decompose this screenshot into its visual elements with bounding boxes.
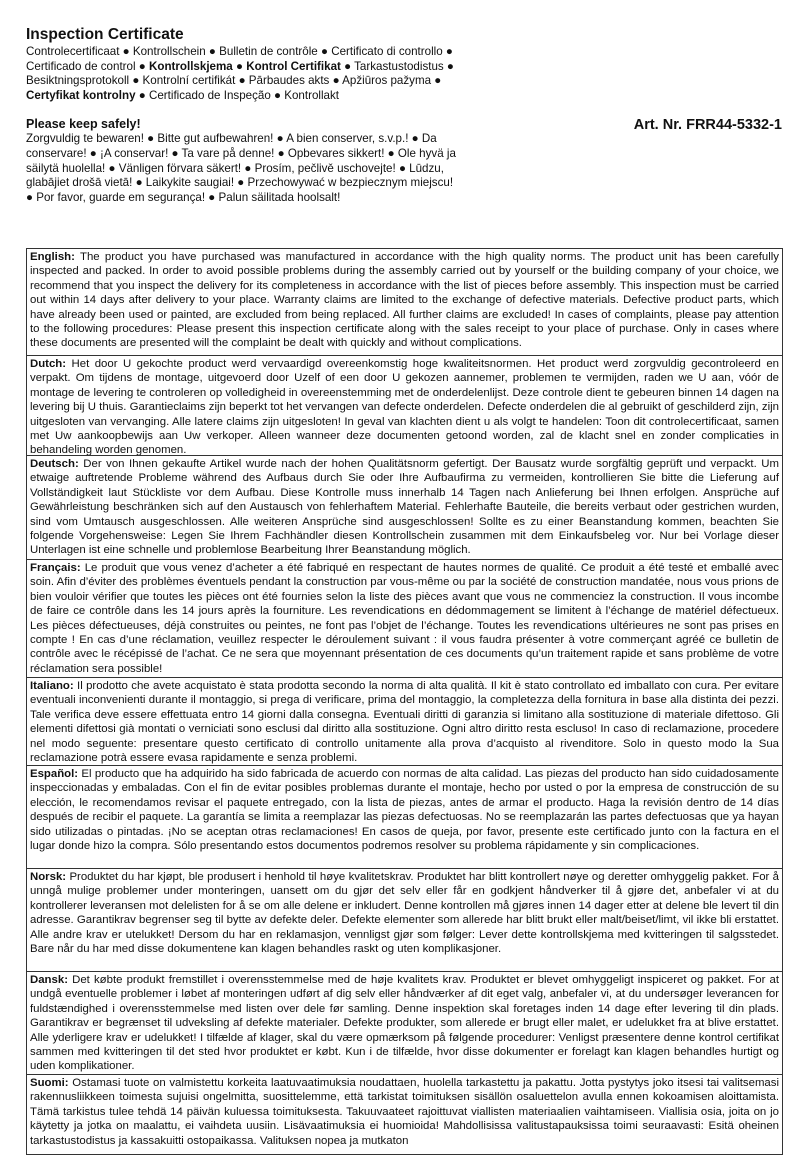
- language-section: [27, 765, 782, 868]
- page-title: Inspection Certificate: [26, 26, 184, 43]
- keep-safe-block: [26, 117, 784, 218]
- language-text: Il prodotto che avete acquistato è stata prodotta secondo la norma di alta qualità. Il kit è stato controllato ed imballato con cura. Per evitare eventuali inconvenienti durante il montaggio, si prega di verificare, prima del montaggio, la completezza della fornitura in base alla distinta dei pezzi. Tale verifica deve essere effettuata entro 14 giorni dalla consegna. Eventuali diritti di garanzia si limitano alla sostituzione di materiale difettoso. Gli elementi difettosi già montati o verniciati sono esclusi dal diritto alla sostituzione. Ogni altro diritto resta escluso! In caso di reclamazione, procedere nel modo seguente: presentare questo certificato di controllo unitamente alla prova d’acquisto al rivenditore. Solo in questo modo la Sua reclamazione potrà essere evasa rapidamente e senza problemi.: [30, 680, 779, 765]
- article-number: Art. Nr. FRR44-5332-1: [633, 117, 782, 134]
- language-name: Deutsch:: [30, 458, 79, 470]
- language-name: Dansk:: [30, 974, 68, 986]
- language-text: Ostamasi tuote on valmistettu korkeita laatuvaatimuksia noudattaen, huolella tarkastettu ja pakattu. Jotta pystytys joko itsesi tai valitsemasi rakennusliikkeen toimesta sujuisi ongelmitta, suosittelemme, että tarkistat toimituksen sisällön osaluettelon avulla ennen kokoamisen aloittamista. Tämä tarkistus tulee tehdä 14 päivän kuluessa toimituksesta. Takuuvaateet rajoittuvat viallisten materiaalien vaihtamiseen. Viallisia osia, joita on jo käytetty ja jotka on maalattu, ei vaihdeta uusiin. Lisävaatimuksia ei huomioida! Mahdollisissa valitustapauksissa toimi seuraavasti: Esitä oheinen tarkastustodistus ja kassakuitti ostopaikassa. Valituksen nopea ja mutkaton: [30, 1077, 779, 1147]
- subtitle-part: Certyfikat kontrolny: [26, 88, 136, 102]
- language-section: [27, 971, 782, 1074]
- subtitle-part: Kontrollskjema ● Kontrol Certifikat ●: [149, 59, 352, 73]
- language-section: [27, 355, 782, 455]
- language-text: Der von Ihnen gekaufte Artikel wurde nach der hohen Qualitätsnorm gefertigt. Der Bausatz wurde sorgfältig geprüft und verpackt. Um etwaige auftretende Probleme während des Aufbaus durch Sie oder Ihre Aufbaufirma zu vermeiden, kontrollieren Sie bitte die Lieferung auf Vollständigkeit laut Stückliste vor dem Aufbau. Diese Kontrolle muss innerhalb 14 Tagen nach Anlieferung bei Ihnen erfolgen. Ansprüche auf Gewährleistung beschränken sich auf den Austausch von fehlerhaftem Material. Fehlerhafte Bauteile, die bereits verbaut oder gestrichen wurden, sind vom Umtausch ausgeschlossen. Alle weiteren Ansprüche sind ausgeschlossen! Sollte es zu einer Beanstandung kommen, beachten Sie folgende Vorgehensweise: Legen Sie Ihrem Fachhändler diesen Kontrollschein zusammen mit dem Einkaufsbeleg vor. Nur bei Vorlage dieser Unterlagen ist eine schnelle und problemlose Bearbeitung Ihrer Beanstandung möglich.: [30, 458, 779, 557]
- language-name: Suomi:: [30, 1077, 69, 1089]
- language-text: Produktet du har kjøpt, ble produsert i henhold til høye kvalitetskrav. Produktet har blitt kontrollert nøye og deretter omhyggelig pakket. For å unngå mulige problemer under monteringen, uansett om du gjør det selv eller får en godkjent håndverker til å gjøre det, anbefaler vi at du kontrollerer leveransen mot delelisten for å se om alle delene er inkludert. Denne kontrollen må gjøres innen 14 dager etter at delene ble levert til din adresse. Garantikrav begrenser seg til bytte av defekte deler. Defekte elementer som allerede har blitt brukt eller malt/beiset/limt, vil ikke bli erstattet. Alle andre krav er utelukket! Dersom du har en reklamasjon, vennligst gjør som følger: Lever dette kontrollskjema med kvitteringen til salgsstedet. Bare når du har med disse dokumentene kan klagen behandles raskt og uten komplikasjoner.: [30, 871, 779, 956]
- language-sections-table: [26, 248, 783, 1155]
- language-name: Español:: [30, 768, 79, 780]
- language-name: English:: [30, 251, 75, 263]
- language-name: Français:: [30, 562, 81, 574]
- certificate-header: [26, 26, 784, 218]
- language-section: [27, 868, 782, 971]
- keep-safe-title: Please keep safely!: [26, 117, 141, 132]
- language-section: [27, 559, 782, 677]
- language-name: Italiano:: [30, 680, 74, 692]
- language-text: Det købte produkt fremstillet i overensstemmelse med de høje kvalitets krav. Produktet er blevet omhyggeligt inspiceret og pakket. For at undgå eventuelle problemer i løbet af monteringen udført af dig selv eller håndværker af dit eget valg, anbefaler vi, at du undersøger leverancen for fuldstændighed i overensstemmelse med listen over dele før samling. Denne inspektion skal foretages inden 14 dage efter levering til din plads. Garantikrav er begrænset til udveksling af defekte materialer. Defekte produkter, som allerede er brugt eller malet, er udelukket fra at blive erstattet. Alle yderligere krav er udelukket! I tilfælde af klager, skal du være opmærksom på følgende procedurer: Venligst præsentere denne kontrol certifikat sammen med kvitteringen til det sted hvor produktet er købt. Kun i de tilfælde, hvor disse dokumenter er forelagt kan klagen behandles hurtigt og uden komplikationer.: [30, 974, 779, 1073]
- keep-safe-translations: Zorgvuldig te bewaren! ● Bitte gut aufbewahren! ● A bien conserver, s.v.p.! ● Da conservare! ● ¡A conservar! ● Ta vare på denne! ● Opbevares sikkert! ● Ole hyvä ja säilytä huolella! ● Vänligen förvara säkert! ● Prosím, pečlivě uschovejte! ● Lūdzu, glabājiet drošā vietā! ● Laikykite saugiai! ● Przechowywać w bezpiecznym miejscu! ● Por favor, guarde em segurança! ● Palun säilitada hoolsalt!: [26, 132, 456, 204]
- language-section: [27, 677, 782, 765]
- subtitle-part: ● Certificado de Inspeção ● Kontrollakt: [135, 88, 340, 102]
- translated-titles: [26, 45, 456, 103]
- language-section: [27, 249, 782, 355]
- language-name: Dutch:: [30, 358, 67, 370]
- subtitle-part: Tarkastustodistus ● Besiktningsprotokoll ● Kontrolní certifikát ● Pārbaudes akts ● Apžiūros pažyma ●: [26, 59, 454, 88]
- language-section: [27, 455, 782, 559]
- language-text: El producto que ha adquirido ha sido fabricada de acuerdo con normas de alta calidad. Las piezas del producto han sido cuidadosamente inspeccionadas y embaladas. Con el fin de evitar posibles problemas durante el montaje, hecho por usted o por la empresa de construcción de su elección, le recomendamos revisar el paquete entregado, con la lista de piezas, antes de armar el producto. Haga la revisión dentro de 14 días después de recibir el paquete. La garantía se limita a reemplazar las piezas defectuosas. No se reemplazarán las partes defectuosas que ya hayan sido utilizadas o pintadas. ¡No se aceptan otras reclamaciones! En casos de queja, por favor, presente este certificado junto con la factura en el lugar donde hizo la compra. Sólo presentando estos documentos podremos resolver su problema rápidamente y sin complicaciones.: [30, 768, 779, 853]
- language-text: The product you have purchased was manufactured in accordance with the high quality norms. The product unit has been carefully inspected and packed. In order to avoid possible problems during the assembly carried out by yourself or the building company of your choice, we recommend that you inspect the delivery for its completeness in accordance with the list of pieces before assembly. This inspection must be carried out within 14 days after delivery to your place. Warranty claims are limited to the exchange of defective materials. Defective product parts, which have already been used or painted, are excluded from being replaced. All further claims are excluded! In cases of complaints, please pay attention to the following procedures: Please present this inspection certificate along with the sales receipt to your place of purchase. Only in cases where these documents are presented will the complaint be dealt with quickly and without complications.: [30, 251, 779, 350]
- language-text: Het door U gekochte product werd vervaardigd overeenkomstig hoge kwaliteitsnormen. Het product werd zorgvuldig gecontroleerd en verpakt. Om tijdens de montage, uitgevoerd door Uzelf of een door U gekozen aannemer, problemen te vermijden, raden we U aan, vóór de montage de levering te controleren op volledigheid in overeenstemming met de onderdelenlijst. Deze controle dient te gebeuren binnen 14 dagen na levering bij U thuis. Garantieclaims zijn beperkt tot het vervangen van defecte onderdelen. Defecte onderdelen die al gebruikt of geschilderd zijn, zijn uitgesloten van vervanging. Alle latere claims zijn uitgesloten! In geval van klachten dient u als volgt te handelen: Toon dit controlecertificaat, samen met Uw aankoopbewijs aan Uw verkoper. Alleen wanneer deze documenten getoond worden, zal de klacht snel en zonder complicaties in behandeling worden genomen.: [30, 358, 779, 455]
- subtitle-part: Controlecertificaat ● Kontrollschein ● Bulletin de contrôle ● Certificato di controllo ● Certificado de control ●: [26, 45, 453, 73]
- language-name: Norsk:: [30, 871, 67, 883]
- language-text: Le produit que vous venez d’acheter a été fabriqué en respectant de hautes normes de qualité. Ce produit a été testé et emballé avec soin. Afin d’éviter des problèmes éventuels pendant la construction par vous-même ou par la société de construction mandatée, nous vous prions de bien vouloir vérifier que toutes les pièces ont été fournies selon la liste des pièces avant que vous ne commenciez la construction. Il vous incombe de faire ce contrôle dans les 14 jours après la fourniture. Les revendications en dédommagement se limitent à l’échange de matériel défectueux. Les pièces défectueuses, déjà construites ou peintes, ne font pas l’objet de l’échange. Toutes les revendications ultérieures ne sont pas prises en compte ! En cas d’une réclamation, veuillez respecter le déroulement suivant : il vous faudra présenter à votre commerçant agréé ce bulletin de contrôle avec le récépissé de l’achat. Ce ne sera que moyennant présentation de ces documents qu’un traitement rapide et sans problème de votre réclamation sera possible!: [30, 562, 779, 675]
- language-section: [27, 1074, 782, 1154]
